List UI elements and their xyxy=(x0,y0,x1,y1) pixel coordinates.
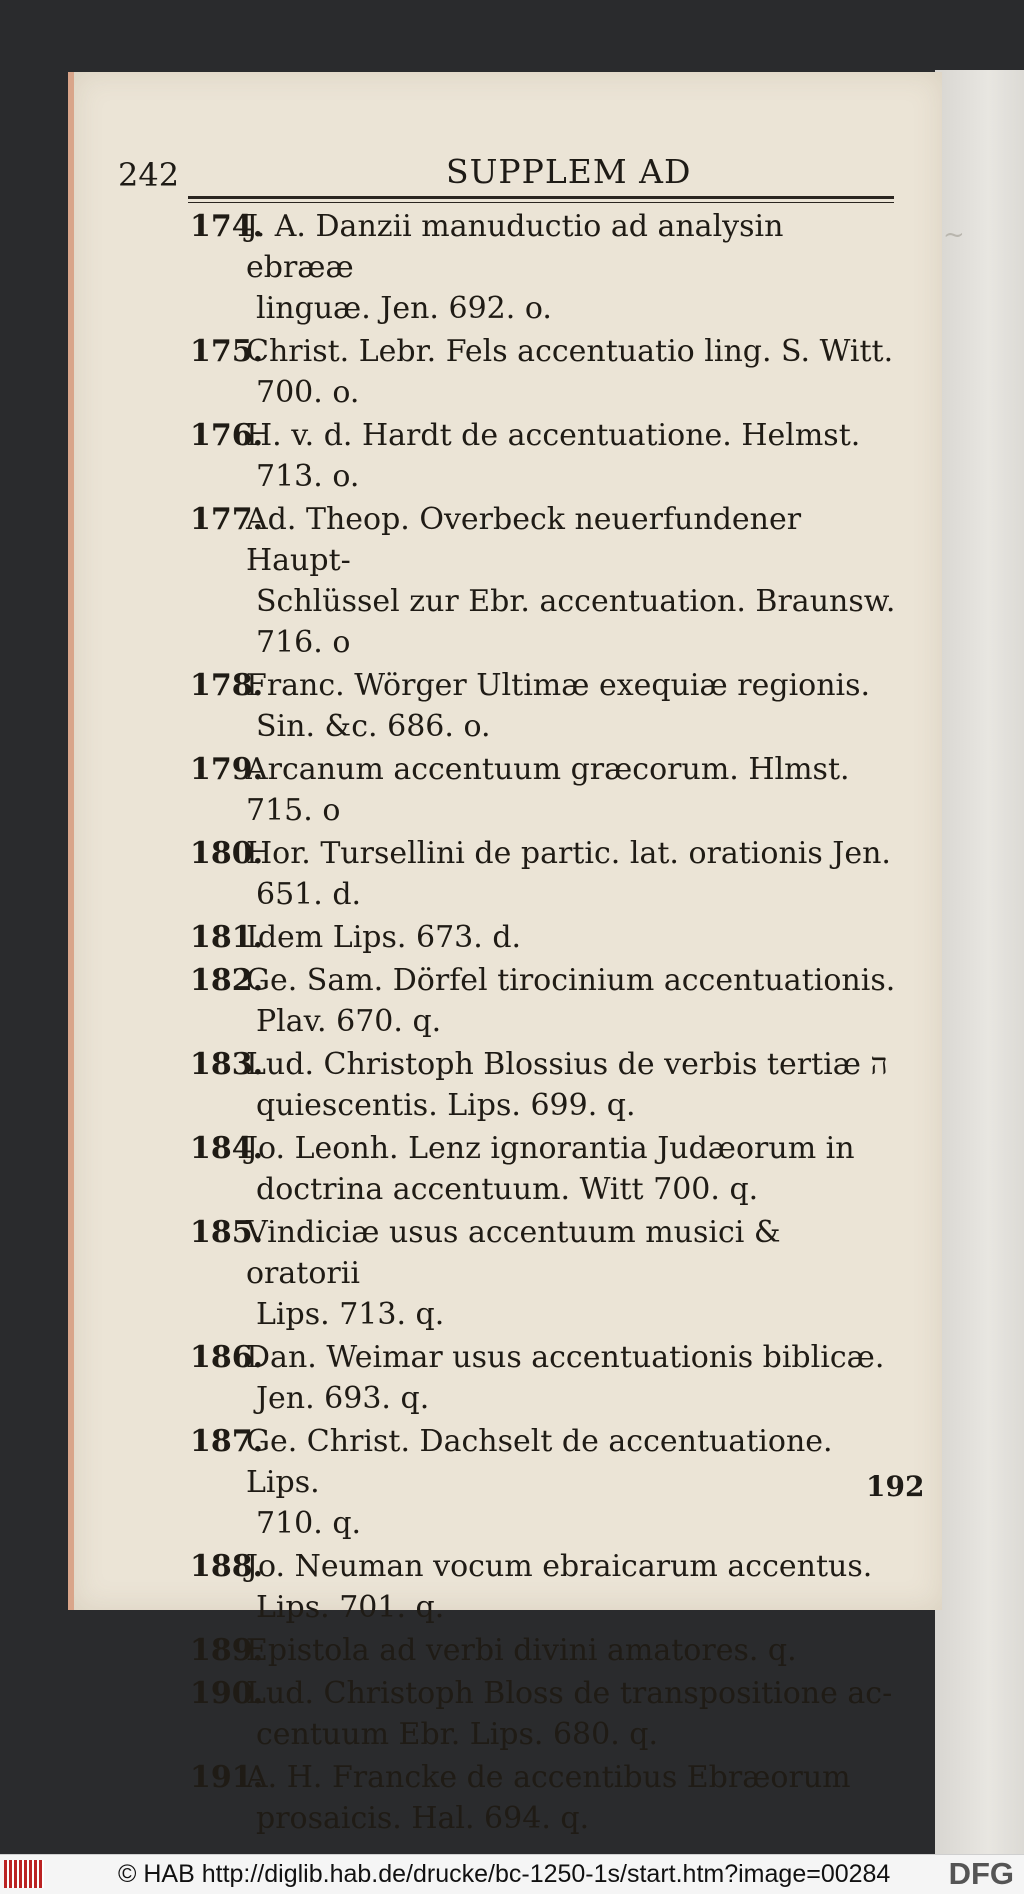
entry-number: 183. xyxy=(190,1047,264,1082)
entry-number: 177. xyxy=(190,502,264,537)
entry-continuation: quiescentis. Lips. 699. q. xyxy=(256,1088,636,1123)
bibliography-entry xyxy=(190,917,910,958)
bibliography-entry xyxy=(190,833,910,915)
adjacent-page-edge xyxy=(935,70,1024,1854)
entry-continuation: linguæ. Jen. 692. o. xyxy=(256,291,552,326)
bleed-through-text: ~ xyxy=(943,220,965,250)
entry-number: 190. xyxy=(190,1676,264,1711)
entry-continuation: 713. o. xyxy=(256,459,360,494)
entry-line: Dan. Weimar usus accentuationis biblicæ. xyxy=(246,1340,885,1375)
entry-number: 185. xyxy=(190,1215,264,1250)
entry-number: 178. xyxy=(190,668,264,703)
bibliography-entry xyxy=(190,1630,910,1671)
entry-continuation: Lips. 701. q. xyxy=(256,1590,445,1625)
entry-line: H. v. d. Hardt de accentuatione. Helmst. xyxy=(246,418,861,453)
entry-line: Ad. Theop. Overbeck neuerfundener Haupt- xyxy=(246,502,802,578)
entry-line: Christ. Lebr. Fels accentuatio ling. S. Witt. xyxy=(246,334,894,369)
bibliography-entry xyxy=(190,1421,910,1544)
bibliography-entry xyxy=(190,1673,910,1755)
entry-line: J. A. Danzii manuductio ad analysin ebrææ xyxy=(246,209,784,285)
entry-number: 174. xyxy=(190,209,264,244)
entry-line: Vindiciæ usus accentuum musici & oratorii xyxy=(246,1215,781,1291)
bibliography-entry xyxy=(190,1337,910,1419)
entry-line: Jo. Leonh. Lenz ignorantia Judæorum in xyxy=(246,1131,855,1166)
bibliography-entry xyxy=(190,1757,910,1839)
bibliography-entry xyxy=(190,331,910,413)
bibliography-entry xyxy=(190,1546,910,1628)
footer-bar xyxy=(0,1854,1024,1894)
entry-number: 191. xyxy=(190,1760,264,1795)
entry-number: 179. xyxy=(190,752,264,787)
entry-line: Hor. Tursellini de partic. lat. orationis Jen. xyxy=(246,836,891,871)
bibliography-entry xyxy=(190,749,910,831)
page-header xyxy=(118,148,904,196)
bibliography-entry xyxy=(190,1128,910,1210)
dfg-logo: DFG xyxy=(948,1856,1014,1891)
barcode-icon xyxy=(4,1860,44,1888)
entry-continuation: Jen. 693. q. xyxy=(256,1381,430,1416)
entry-continuation: 700. o. xyxy=(256,375,360,410)
entry-number: 188. xyxy=(190,1549,264,1584)
entry-line: Idem Lips. 673. d. xyxy=(246,920,522,955)
page-number: 242 xyxy=(118,156,180,194)
entry-line: Lud. Christoph Blossius de verbis tertiæ ה xyxy=(246,1047,888,1082)
entry-continuation: prosaicis. Hal. 694. q. xyxy=(256,1801,590,1836)
header-rule xyxy=(188,196,894,203)
credit-line: © HAB http://diglib.hab.de/drucke/bc-1250-1s/start.htm?image=00284 xyxy=(118,1860,891,1888)
entry-line: Ge. Sam. Dörfel tirocinium accentuationis. xyxy=(246,963,896,998)
entry-continuation: centuum Ebr. Lips. 680. q. xyxy=(256,1717,659,1752)
bibliography-entry xyxy=(190,206,910,329)
entry-continuation: Lips. 713. q. xyxy=(256,1297,445,1332)
entry-number: 182. xyxy=(190,963,264,998)
entry-continuation: Sin. &c. 686. o. xyxy=(256,709,491,744)
entry-continuation: 710. q. xyxy=(256,1506,362,1541)
entry-number: 184. xyxy=(190,1131,264,1166)
entry-continuation: doctrina accentuum. Witt 700. q. xyxy=(256,1172,759,1207)
entry-line: Epistola ad verbi divini amatores. q. xyxy=(246,1633,797,1668)
entry-number: 187. xyxy=(190,1424,264,1459)
entry-line: Franc. Wörger Ultimæ exequiæ regionis. xyxy=(246,668,871,703)
entry-continuation: Schlüssel zur Ebr. accentuation. Braunsw. 716. o xyxy=(256,584,896,660)
bibliography-entry xyxy=(190,1212,910,1335)
bibliography-entry xyxy=(190,499,910,663)
bibliography-entry xyxy=(190,665,910,747)
entry-number: 180. xyxy=(190,836,264,871)
entry-number: 175. xyxy=(190,334,264,369)
entry-number: 189. xyxy=(190,1633,264,1668)
entry-line: Arcanum accentuum græcorum. Hlmst. 715. o xyxy=(246,752,850,828)
running-title: SUPPLEM AD xyxy=(446,152,692,191)
entry-line: A. H. Francke de accentibus Ebræorum xyxy=(246,1760,851,1795)
bibliography-list xyxy=(190,206,910,1841)
entry-number: 186. xyxy=(190,1340,264,1375)
catchword: 192 xyxy=(866,1470,925,1503)
entry-line: Lud. Christoph Bloss de transpositione ac- xyxy=(246,1676,893,1711)
bibliography-entry xyxy=(190,415,910,497)
entry-number: 181. xyxy=(190,920,264,955)
entry-number: 176. xyxy=(190,418,264,453)
entry-continuation: Plav. 670. q. xyxy=(256,1004,442,1039)
entry-continuation: 651. d. xyxy=(256,877,362,912)
entry-line: Jo. Neuman vocum ebraicarum accentus. xyxy=(246,1549,873,1584)
bibliography-entry xyxy=(190,1044,910,1126)
bibliography-entry xyxy=(190,960,910,1042)
entry-line: Ge. Christ. Dachselt de accentuatione. Lips. xyxy=(246,1424,833,1500)
